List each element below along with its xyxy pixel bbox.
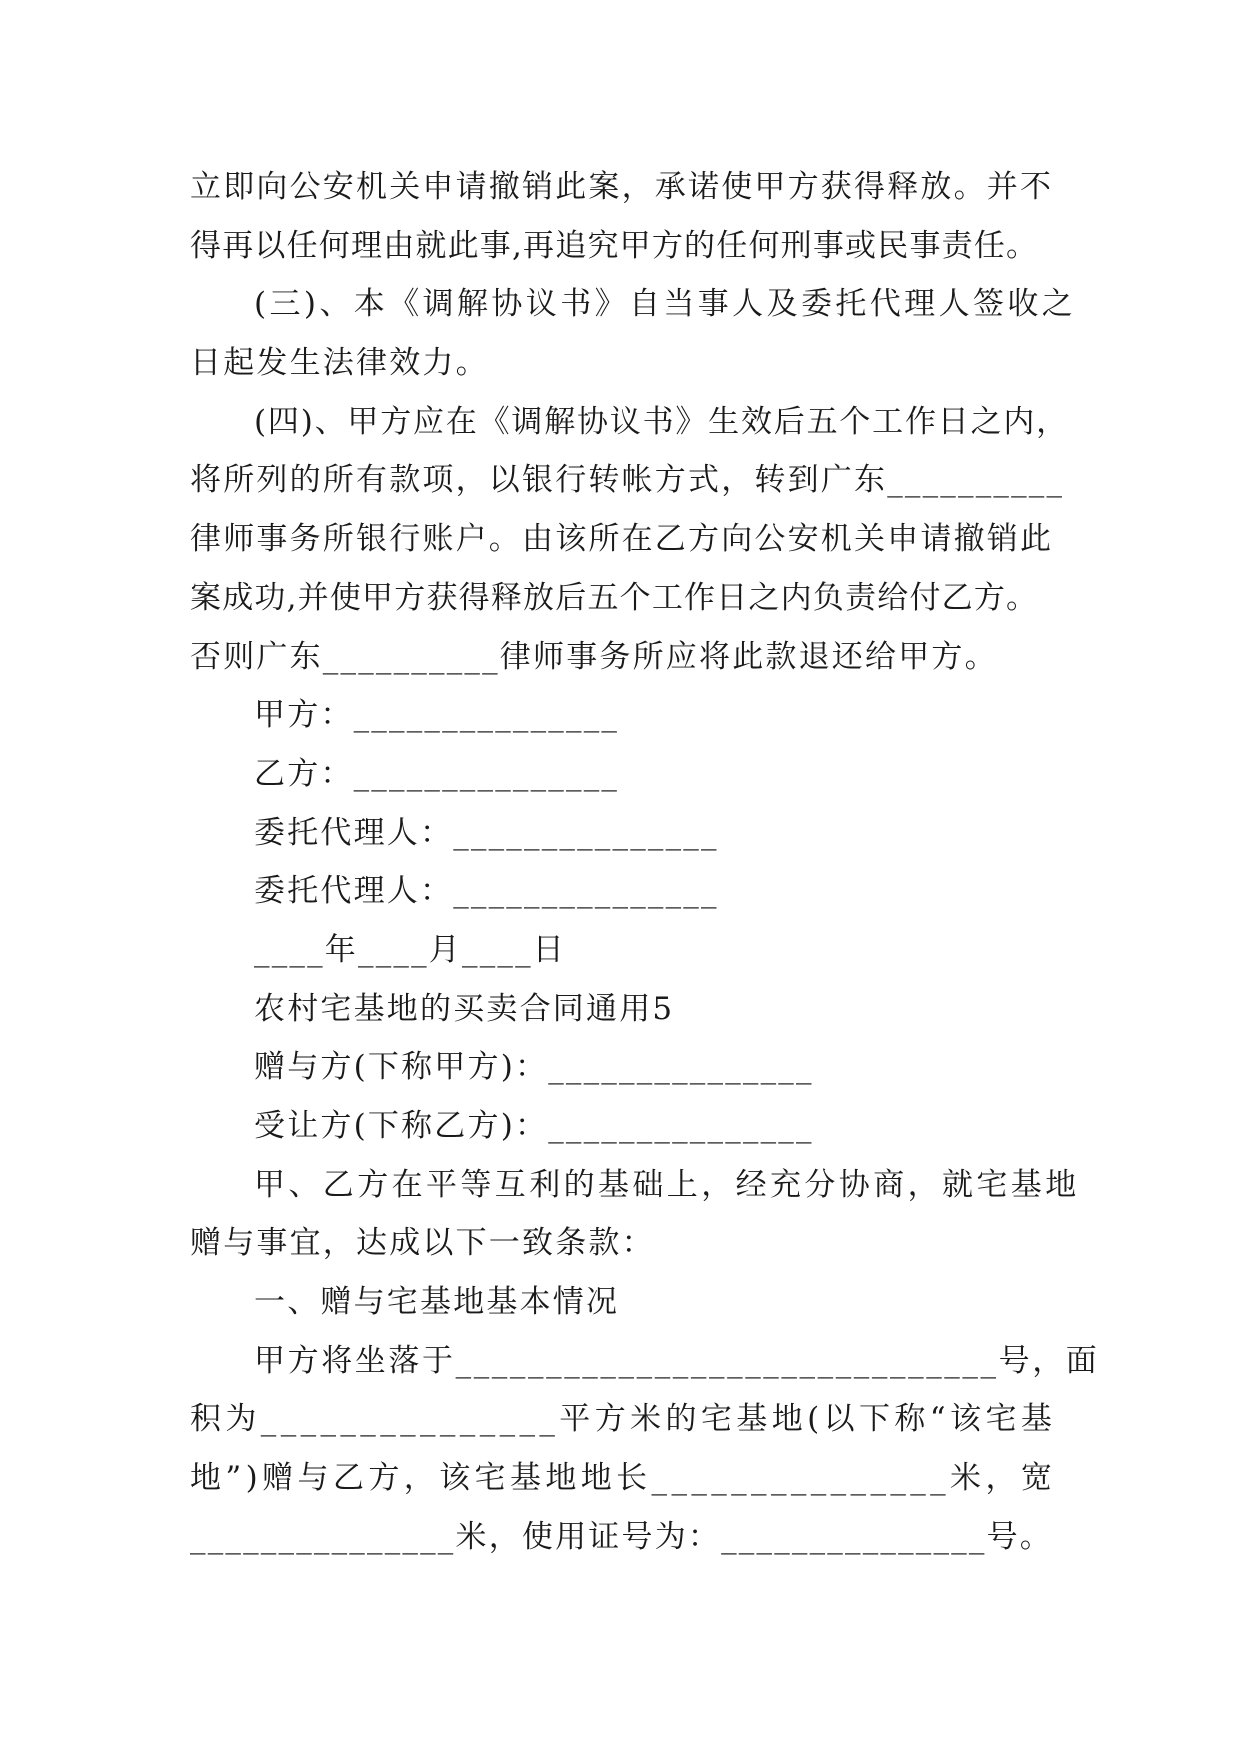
signature-agent-2: 委托代理人：_______________ [254, 873, 719, 910]
text-line: 积为_______________平方米的宅基地(以下称“该宅基 [190, 1401, 1057, 1438]
text-line: 案成功,并使甲方获得释放后五个工作日之内负责给付乙方。 [190, 579, 1039, 616]
text-line: 将所列的所有款项，以银行转帐方式，转到广东__________ [190, 462, 1065, 499]
text-line: 得再以任何理由就此事,再追究甲方的任何刑事或民事责任。 [190, 227, 1039, 264]
text-line: (四)、甲方应在《调解协议书》生效后五个工作日之内， [254, 403, 1069, 440]
text-line: 受让方(下称乙方)：_______________ [254, 1108, 814, 1144]
signature-party-b: 乙方：_______________ [254, 755, 620, 792]
signature-party-a: 甲方：_______________ [254, 697, 620, 734]
text-line: 甲方将坐落于______________________________号，面 [254, 1342, 1100, 1379]
document-page [190, 158, 1100, 1567]
text-line: 日起发生法律效力。 [190, 345, 489, 382]
text-line: 甲、乙方在平等互利的基础上，经充分协商，就宅基地 [254, 1166, 1080, 1203]
clause-heading: 一、赠与宅基地基本情况 [254, 1284, 620, 1321]
text-line: 律师事务所银行账户。由该所在乙方向公安机关申请撤销此 [190, 521, 1054, 558]
section-title: 农村宅基地的买卖合同通用5 [254, 990, 675, 1027]
date-line: ____年____月____日 [254, 931, 566, 968]
text-line: 否则广东__________律师事务所应将此款退还给甲方。 [190, 638, 998, 675]
signature-agent-1: 委托代理人：_______________ [254, 814, 719, 851]
text-line: 立即向公安机关申请撤销此案，承诺使甲方获得释放。并不 [190, 169, 1054, 205]
text-line: 赠与事宜，达成以下一致条款： [190, 1225, 655, 1262]
text-line: 地”)赠与乙方，该宅基地地长_______________米，宽 [190, 1460, 1057, 1497]
text-line: _______________米，使用证号为：_______________号。 [190, 1518, 1053, 1555]
text-line: 赠与方(下称甲方)：_______________ [254, 1049, 814, 1086]
text-line: (三)、本《调解协议书》自当事人及委托代理人签收之 [254, 286, 1077, 323]
